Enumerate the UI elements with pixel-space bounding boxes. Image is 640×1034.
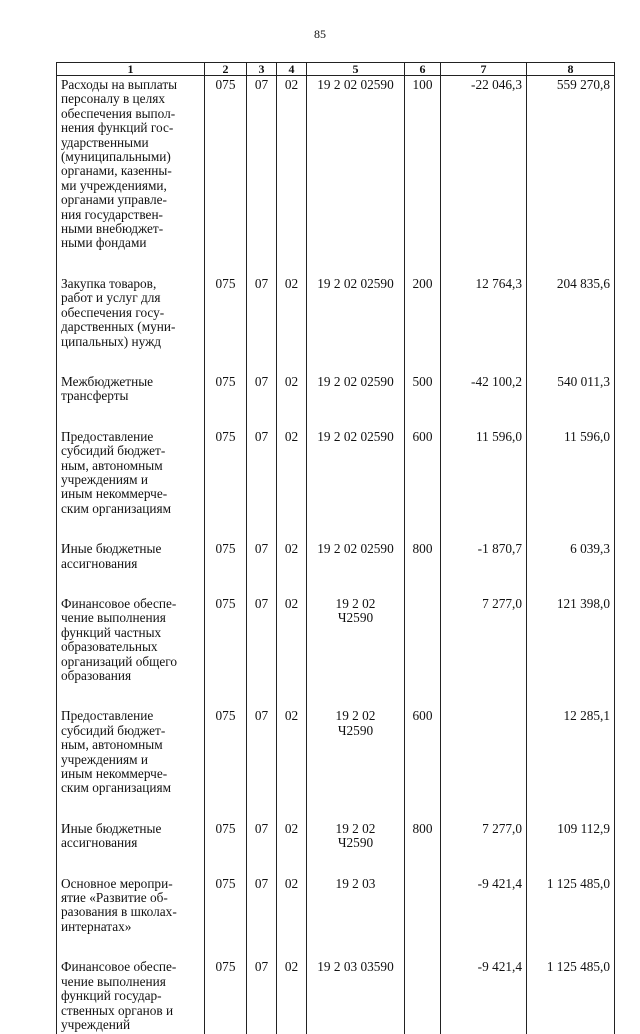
ministry-code: 075 (205, 707, 247, 819)
ministry-code: 075 (205, 875, 247, 959)
target-article-code: 19 2 03 03590 (307, 958, 405, 1034)
budget-table (56, 62, 615, 1034)
change-amount: 7 277,0 (441, 595, 527, 707)
table-row (57, 373, 615, 428)
section-code: 07 (247, 428, 277, 540)
header-col-6: 6 (405, 63, 441, 76)
total-amount: 1 125 485,0 (527, 875, 615, 959)
item-name: Основное меропри- ятие «Развитие об- разования в школах- интернатах» (57, 875, 205, 959)
ministry-code: 075 (205, 373, 247, 428)
change-amount: -22 046,3 (441, 76, 527, 275)
header-col-5: 5 (307, 63, 405, 76)
section-code: 07 (247, 275, 277, 373)
total-amount: 204 835,6 (527, 275, 615, 373)
subsection-code: 02 (277, 820, 307, 875)
section-code: 07 (247, 76, 277, 275)
subsection-code: 02 (277, 707, 307, 819)
section-code: 07 (247, 875, 277, 959)
change-amount: -1 870,7 (441, 540, 527, 595)
section-code: 07 (247, 707, 277, 819)
table-row (57, 428, 615, 540)
expense-type-code: 600 (405, 707, 441, 819)
target-article-code: 19 2 02 Ч2590 (307, 595, 405, 707)
expense-type-code (405, 595, 441, 707)
header-col-2: 2 (205, 63, 247, 76)
subsection-code: 02 (277, 76, 307, 275)
expense-type-code: 600 (405, 428, 441, 540)
item-name: Финансовое обеспе- чение выполнения функций частных образовательных организаций общего образования (57, 595, 205, 707)
subsection-code: 02 (277, 540, 307, 595)
total-amount: 121 398,0 (527, 595, 615, 707)
total-amount: 12 285,1 (527, 707, 615, 819)
section-code: 07 (247, 958, 277, 1034)
item-name: Иные бюджетные ассигнования (57, 820, 205, 875)
header-col-1: 1 (57, 63, 205, 76)
ministry-code: 075 (205, 76, 247, 275)
table-row (57, 707, 615, 819)
table-row (57, 76, 615, 275)
table-row (57, 540, 615, 595)
total-amount: 11 596,0 (527, 428, 615, 540)
section-code: 07 (247, 540, 277, 595)
ministry-code: 075 (205, 275, 247, 373)
expense-type-code: 800 (405, 540, 441, 595)
change-amount (441, 707, 527, 819)
total-amount: 540 011,3 (527, 373, 615, 428)
change-amount: 7 277,0 (441, 820, 527, 875)
expense-type-code: 200 (405, 275, 441, 373)
subsection-code: 02 (277, 875, 307, 959)
change-amount: -9 421,4 (441, 875, 527, 959)
target-article-code: 19 2 03 (307, 875, 405, 959)
target-article-code: 19 2 02 02590 (307, 428, 405, 540)
header-row (57, 63, 615, 76)
item-name: Расходы на выплаты персоналу в целях обеспечения выпол- нения функций гос- ударственными (муниципальными) органами, казенны- ми учреждениями, органами управле- ния государствен- ными внебюджет- ными фондами (57, 76, 205, 275)
item-name: Закупка товаров, работ и услуг для обеспечения госу- дарственных (муни- ципальных) нужд (57, 275, 205, 373)
item-name: Финансовое обеспе- чение выполнения функций государ- ственных органов и учреждений (57, 958, 205, 1034)
expense-type-code: 800 (405, 820, 441, 875)
target-article-code: 19 2 02 02590 (307, 373, 405, 428)
header-col-4: 4 (277, 63, 307, 76)
table-row (57, 595, 615, 707)
ministry-code: 075 (205, 958, 247, 1034)
section-code: 07 (247, 595, 277, 707)
expense-type-code (405, 875, 441, 959)
table-body (57, 76, 615, 1034)
header-col-8: 8 (527, 63, 615, 76)
target-article-code: 19 2 02 Ч2590 (307, 820, 405, 875)
ministry-code: 075 (205, 540, 247, 595)
subsection-code: 02 (277, 373, 307, 428)
table-row (57, 875, 615, 959)
header-col-7: 7 (441, 63, 527, 76)
change-amount: 12 764,3 (441, 275, 527, 373)
total-amount: 109 112,9 (527, 820, 615, 875)
change-amount: 11 596,0 (441, 428, 527, 540)
expense-type-code: 500 (405, 373, 441, 428)
target-article-code: 19 2 02 02590 (307, 275, 405, 373)
ministry-code: 075 (205, 820, 247, 875)
expense-type-code: 100 (405, 76, 441, 275)
table-row (57, 958, 615, 1034)
table-row (57, 820, 615, 875)
subsection-code: 02 (277, 958, 307, 1034)
header-col-3: 3 (247, 63, 277, 76)
total-amount: 1 125 485,0 (527, 958, 615, 1034)
section-code: 07 (247, 373, 277, 428)
total-amount: 6 039,3 (527, 540, 615, 595)
target-article-code: 19 2 02 02590 (307, 540, 405, 595)
section-code: 07 (247, 820, 277, 875)
ministry-code: 075 (205, 428, 247, 540)
item-name: Межбюджетные трансферты (57, 373, 205, 428)
change-amount: -42 100,2 (441, 373, 527, 428)
target-article-code: 19 2 02 02590 (307, 76, 405, 275)
subsection-code: 02 (277, 428, 307, 540)
change-amount: -9 421,4 (441, 958, 527, 1034)
item-name: Предоставление субсидий бюджет- ным, автономным учреждениям и иным некоммерче- ским организациям (57, 707, 205, 819)
subsection-code: 02 (277, 275, 307, 373)
target-article-code: 19 2 02 Ч2590 (307, 707, 405, 819)
page-number: 85 (0, 27, 640, 42)
subsection-code: 02 (277, 595, 307, 707)
total-amount: 559 270,8 (527, 76, 615, 275)
ministry-code: 075 (205, 595, 247, 707)
expense-type-code (405, 958, 441, 1034)
table-row (57, 275, 615, 373)
item-name: Иные бюджетные ассигнования (57, 540, 205, 595)
item-name: Предоставление субсидий бюджет- ным, автономным учреждениям и иным некоммерче- ским организациям (57, 428, 205, 540)
